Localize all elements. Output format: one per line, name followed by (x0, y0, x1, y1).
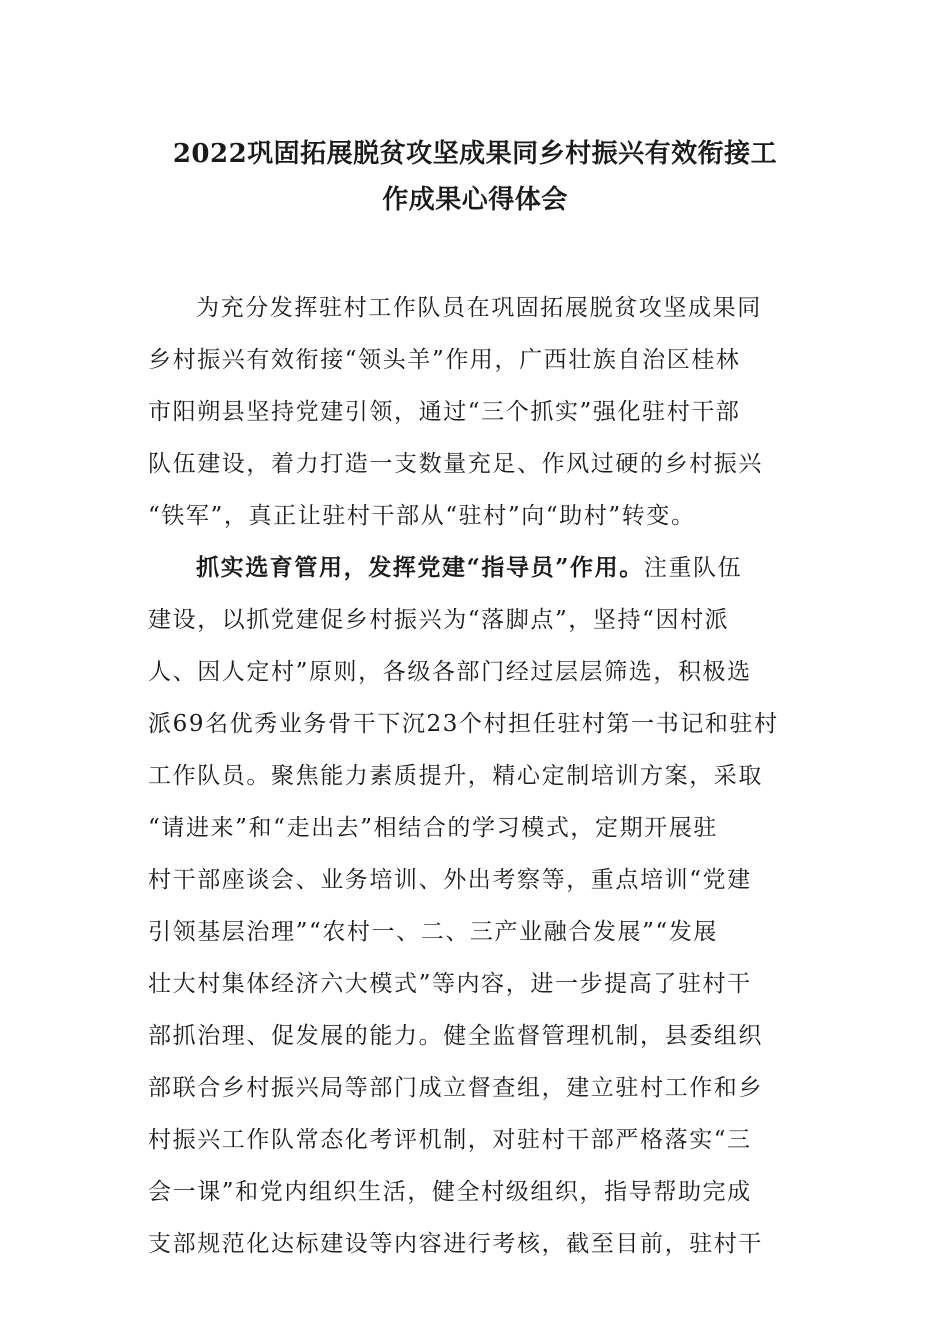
title-line-1: 2022巩固拓展脱贫攻坚成果同乡村振兴有效衔接工 (172, 139, 778, 169)
paragraph-1-line: 为充分发挥驻村工作队员在巩固拓展脱贫攻坚成果同 (196, 295, 762, 321)
paragraph-2-line: 村干部座谈会、业务培训、外出考察等，重点培训“党建 (148, 867, 752, 893)
paragraph-2-line: 引领基层治理”“农村一、二、三产业融合发展”“发展 (148, 919, 719, 945)
paragraph-2-line: 工作队员。聚焦能力素质提升，精心定制培训方案，采取 (148, 763, 763, 789)
paragraph-2-line: 村振兴工作队常态化考评机制，对驻村干部严格落实“三 (148, 1127, 752, 1153)
paragraph-2-line: 部联合乡村振兴局等部门成立督查组，建立驻村工作和乡 (148, 1075, 763, 1101)
paragraph-2-line: 部抓治理、促发展的能力。健全监督管理机制，县委组织 (148, 1023, 763, 1049)
document-body (148, 282, 810, 1270)
paragraph-1-line: 队伍建设，着力打造一支数量充足、作风过硬的乡村振兴 (148, 451, 763, 477)
paragraph-2-line: 人、因人定村”原则，各级各部门经过层层筛选，积极选 (148, 659, 752, 685)
title-line-2: 作成果心得体会 (382, 185, 568, 215)
paragraph-2-line: 派69名优秀业务骨干下沉23个村担任驻村第一书记和驻村 (148, 711, 779, 737)
document-title (130, 131, 820, 223)
paragraph-2-line: 支部规范化达标建设等内容进行考核，截至目前，驻村干 (148, 1231, 763, 1257)
paragraph-2-line: 壮大村集体经济六大模式”等内容，进一步提高了驻村干 (148, 971, 752, 997)
paragraph-2-first-line-rest: 注重队伍 (643, 555, 743, 581)
paragraph-2-heading: 抓实选育管用，发挥党建“指导员”作用。 (196, 554, 644, 581)
paragraph-1-line: 市阳朔县坚持党建引领，通过“三个抓实”强化驻村干部 (148, 399, 741, 425)
paragraph-2-line: 建设，以抓党建促乡村振兴为“落脚点”，坚持“因村派 (148, 607, 730, 633)
paragraph-1-line: “铁军”，真正让驻村干部从“驻村”向“助村”转变。 (148, 503, 696, 529)
paragraph-2-first-line (148, 542, 810, 594)
paragraph-2-line: 会一课”和党内组织生活，健全村级组织，指导帮助完成 (148, 1179, 752, 1205)
paragraph-1-line: 乡村振兴有效衔接“领头羊”作用，广西壮族自治区桂林 (148, 347, 741, 373)
paragraph-2-line: “请进来”和“走出去”相结合的学习模式，定期开展驻 (148, 815, 719, 841)
